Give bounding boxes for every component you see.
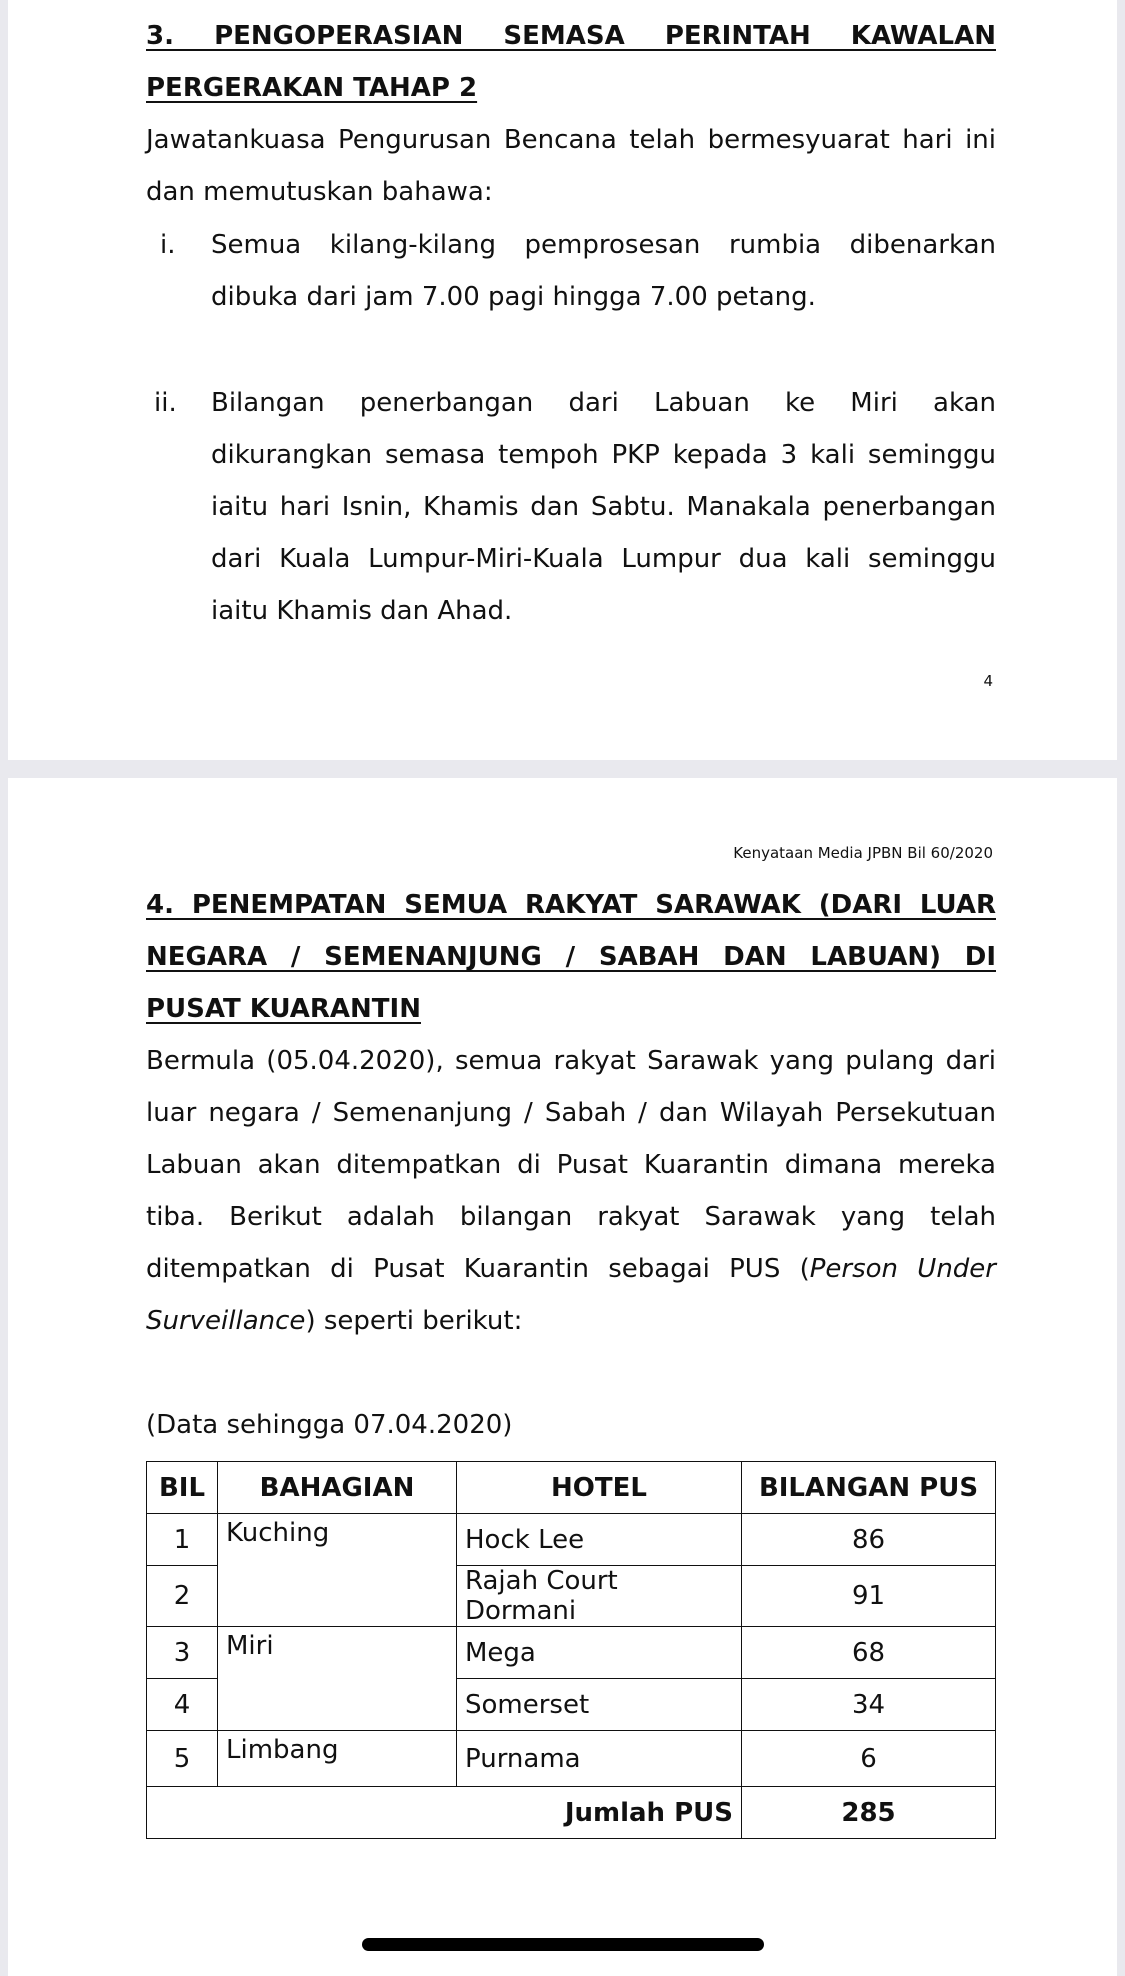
section-4-heading-line2: NEGARA / SEMENANJUNG / SABAH DAN LABUAN) DI xyxy=(146,942,996,972)
cell-bil: 1 xyxy=(147,1514,218,1566)
section-4-heading-line3: PUSAT KUARANTIN xyxy=(146,994,421,1024)
cell-bahagian: Miri xyxy=(218,1627,457,1731)
media-statement-reference: Kenyataan Media JPBN Bil 60/2020 xyxy=(733,844,993,862)
cell-pus: 34 xyxy=(742,1679,996,1731)
cell-hotel: Mega xyxy=(457,1627,742,1679)
cell-hotel: Purnama xyxy=(457,1731,742,1787)
cell-bil: 5 xyxy=(147,1731,218,1787)
cell-hotel: Somerset xyxy=(457,1679,742,1731)
cell-hotel: Hock Lee xyxy=(457,1514,742,1566)
table-row xyxy=(147,1731,996,1787)
cell-bil: 4 xyxy=(147,1679,218,1731)
cell-pus: 86 xyxy=(742,1514,996,1566)
total-value: 285 xyxy=(742,1787,996,1839)
header-hotel: HOTEL xyxy=(457,1462,742,1514)
paragraph-italic-term: Person Under Surveillance xyxy=(146,1254,996,1336)
section-3-heading-line2: PERGERAKAN TAHAP 2 xyxy=(146,73,478,103)
cell-hotel: Rajah Court Dormani xyxy=(457,1566,742,1627)
cell-bahagian: Kuching xyxy=(218,1514,457,1627)
header-bilangan-pus: BILANGAN PUS xyxy=(742,1462,996,1514)
header-bil: BIL xyxy=(147,1462,218,1514)
section-3-intro: Jawatankuasa Pengurusan Bencana telah bermesyuarat hari ini dan memutuskan bahawa: xyxy=(146,125,996,207)
section-3-heading xyxy=(146,10,996,114)
cell-pus: 68 xyxy=(742,1627,996,1679)
cell-pus: 6 xyxy=(742,1731,996,1787)
home-indicator-bar[interactable] xyxy=(362,1938,764,1951)
list-text: Bilangan penerbangan dari Labuan ke Miri akan dikurangkan semasa tempoh PKP kepada 3 kali seminggu iaitu hari Isnin, Khamis dan Sabtu. Manakala penerbangan dari Kuala Lumpur-Miri-Kuala Lumpur dua kali seminggu iaitu Khamis dan Ahad. xyxy=(211,388,996,626)
section-4-heading-line1: 4. PENEMPATAN SEMUA RAKYAT SARAWAK (DARI LUAR xyxy=(146,890,996,920)
list-number: ii. xyxy=(154,388,177,418)
table-total-row xyxy=(147,1787,996,1839)
cell-bil: 2 xyxy=(147,1566,218,1627)
table-row xyxy=(147,1514,996,1566)
list-text: Semua kilang-kilang pemprosesan rumbia dibenarkan dibuka dari jam 7.00 pagi hingga 7.00 petang. xyxy=(211,230,996,312)
section-4-paragraph xyxy=(146,1035,996,1347)
document-page-4 xyxy=(8,0,1117,760)
section-3-heading-line1: 3. PENGOPERASIAN SEMASA PERINTAH KAWALAN xyxy=(146,21,996,51)
data-date-note: (Data sehingga 07.04.2020) xyxy=(146,1410,513,1440)
paragraph-text-start: Bermula (05.04.2020), semua rakyat Sarawak yang pulang dari luar negara / Semenanjung / Sabah / dan Wilayah Persekutuan Labuan akan ditempatkan di Pusat Kuarantin dimana mereka tiba. Berikut adalah bilangan rakyat Sarawak yang telah ditempatkan di Pusat Kuarantin sebagai PUS ( xyxy=(146,1046,996,1284)
paragraph-text-end: ) seperti berikut: xyxy=(305,1306,523,1336)
table-header-row xyxy=(147,1462,996,1514)
document-page-5 xyxy=(8,778,1117,1976)
table-row xyxy=(147,1627,996,1679)
total-label: Jumlah PUS xyxy=(147,1787,742,1839)
page-number: 4 xyxy=(983,672,993,690)
header-bahagian: BAHAGIAN xyxy=(218,1462,457,1514)
list-item-ii xyxy=(146,377,996,637)
cell-bahagian: Limbang xyxy=(218,1731,457,1787)
cell-bil: 3 xyxy=(147,1627,218,1679)
list-number: i. xyxy=(160,230,176,260)
section-4-heading xyxy=(146,879,996,1035)
list-item-i xyxy=(146,219,996,323)
cell-pus: 91 xyxy=(742,1566,996,1627)
pus-table xyxy=(146,1461,996,1839)
